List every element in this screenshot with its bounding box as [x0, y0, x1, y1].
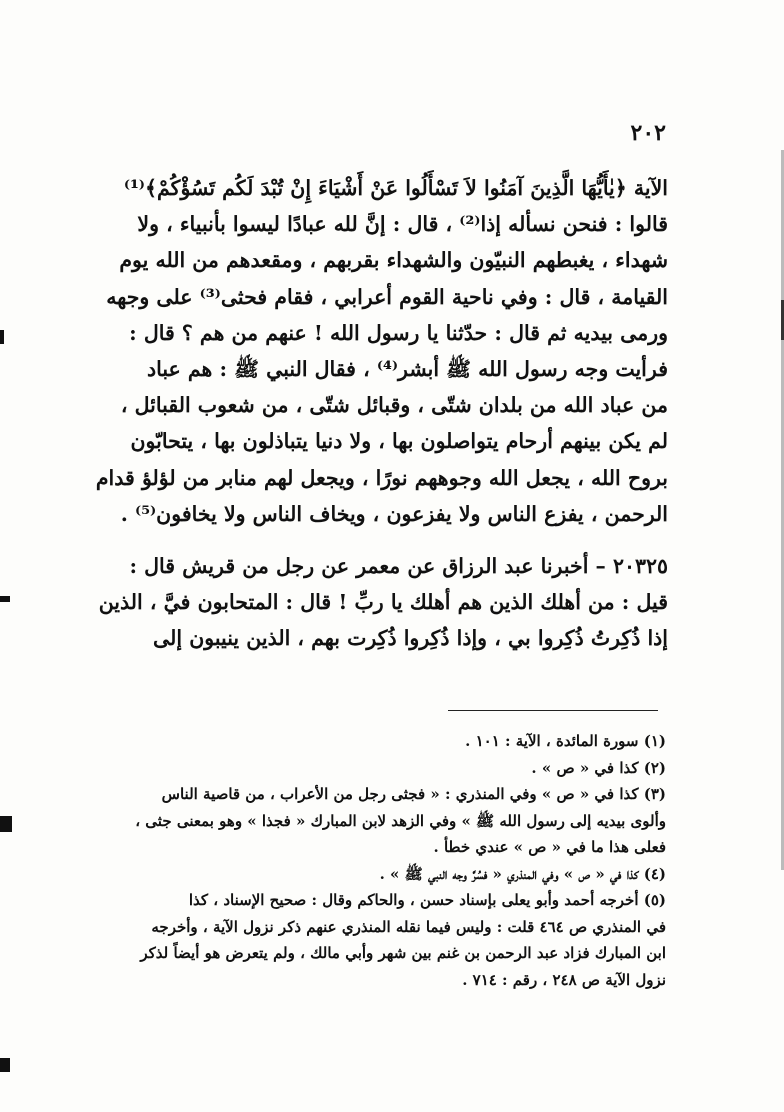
scan-margin-mark [0, 330, 4, 344]
footnote-line: نزول الآية ص ٢٤٨ ، رقم : ٧١٤ . [462, 970, 666, 989]
text-line: القيامة ، قال : وفي ناحية القوم أعرابي ، فقام فحثى⁽³⁾ على وجهه [106, 284, 668, 309]
text-line: فرأيت وجه رسول الله ﷺ أبشر⁽⁴⁾ ، فقال النبي ﷺ : هم عباد [146, 356, 668, 381]
text-line: إذا ذُكِرتُ ذُكِروا بي ، وإذا ذُكِروا ذُكِرت بهم ، الذين ينيبون إلى [153, 626, 668, 651]
footnote-line: (٣) كذا في « ص » وفي المنذري : « فجثى رجل من الأعراب ، من قاصية الناس [161, 785, 666, 803]
scan-margin-mark [0, 816, 12, 832]
text-line: شهداء ، يغبطهم النبيّون والشهداء بقربهم ، ومقعدهم من الله يوم [119, 248, 668, 273]
footnote-line: وألوى بيديه إلى رسول الله ﷺ » وفي الزهد لابن المبارك « فجذا » وهو بمعنى جثى ، [135, 811, 666, 830]
text-line: قيل : من أهلك الذين هم أهلك يا ربِّ ! قال : المتحابون فيَّ ، الذين [98, 590, 668, 615]
hadith-number-line: ٢٠٣٢٥ – أخبرنا عبد الرزاق عن معمر عن رجل من قريش قال : [129, 553, 668, 578]
footnote-line: ابن المبارك فزاد عبد الرحمن بن غنم بين شهر وأبي مالك ، ولم يتعرض هو أيضاً لذكر [140, 944, 666, 962]
text-line: الرحمن ، يفزع الناس ولا يفزعون ، ويخاف الناس ولا يخافون⁽⁵⁾ . [120, 501, 668, 526]
text-line: قالوا : فنحن نسأله إذا⁽²⁾ ، قال : إنَّ لله عبادًا ليسوا بأنبياء ، ولا [137, 212, 668, 237]
footnote-line: (١) سورة المائدة ، الآية : ١٠١ . [465, 732, 666, 750]
text-line: لم يكن بينهم أرحام يتواصلون بها ، ولا دنيا يتباذلون بها ، يتحابّون [130, 429, 668, 454]
text-line: الآية ﴿يٰأَيُّهَا الَّذِينَ آمَنُوا لاَ تَسْأَلُوا عَنْ أَشْيَاءَ إِنْ تُبْدَ لَكُم تَسُؤْكُمْ﴾⁽¹⁾ [123, 176, 668, 200]
footnote-line: (٥) أخرجه أحمد وأبو يعلى بإسناد حسن ، والحاكم وقال : صحيح الإسناد ، كذا [188, 891, 666, 909]
scan-margin-mark [0, 596, 10, 602]
text-line: بروح الله ، يجعل الله وجوههم نورًا ، ويجعل لهم منابر من لؤلؤ قدام [95, 465, 668, 490]
footnote-divider [448, 710, 658, 711]
paragraph-gap [125, 532, 668, 548]
scan-margin-mark [0, 1058, 10, 1072]
footnote-line: في المنذري ص ٤٦٤ قلت : وليس فيما نقله المنذري عنهم ذكر نزول الآية ، وأخرجه [151, 917, 666, 936]
footnote-line: فعلى هذا ما في « ص » عندي خطأ . [433, 838, 666, 856]
footnote-line: (٢) كذا في « ص » . [531, 758, 666, 777]
footnote-line: (٤) كذا في « ص » وفي المنذري « فسُرَّ وجه النبي ﷺ » . [379, 864, 666, 883]
text-line: ورمى بيديه ثم قال : حدّثنا يا رسول الله ! عنهم من هم ؟ قال : [129, 320, 668, 345]
main-text [95, 170, 668, 656]
text-line: من عباد الله من بلدان شتّى ، وقبائل شتّى ، من شعوب القبائل ، [120, 393, 668, 418]
page-number: ٢٠٢ [630, 120, 666, 146]
footnotes [122, 728, 666, 993]
